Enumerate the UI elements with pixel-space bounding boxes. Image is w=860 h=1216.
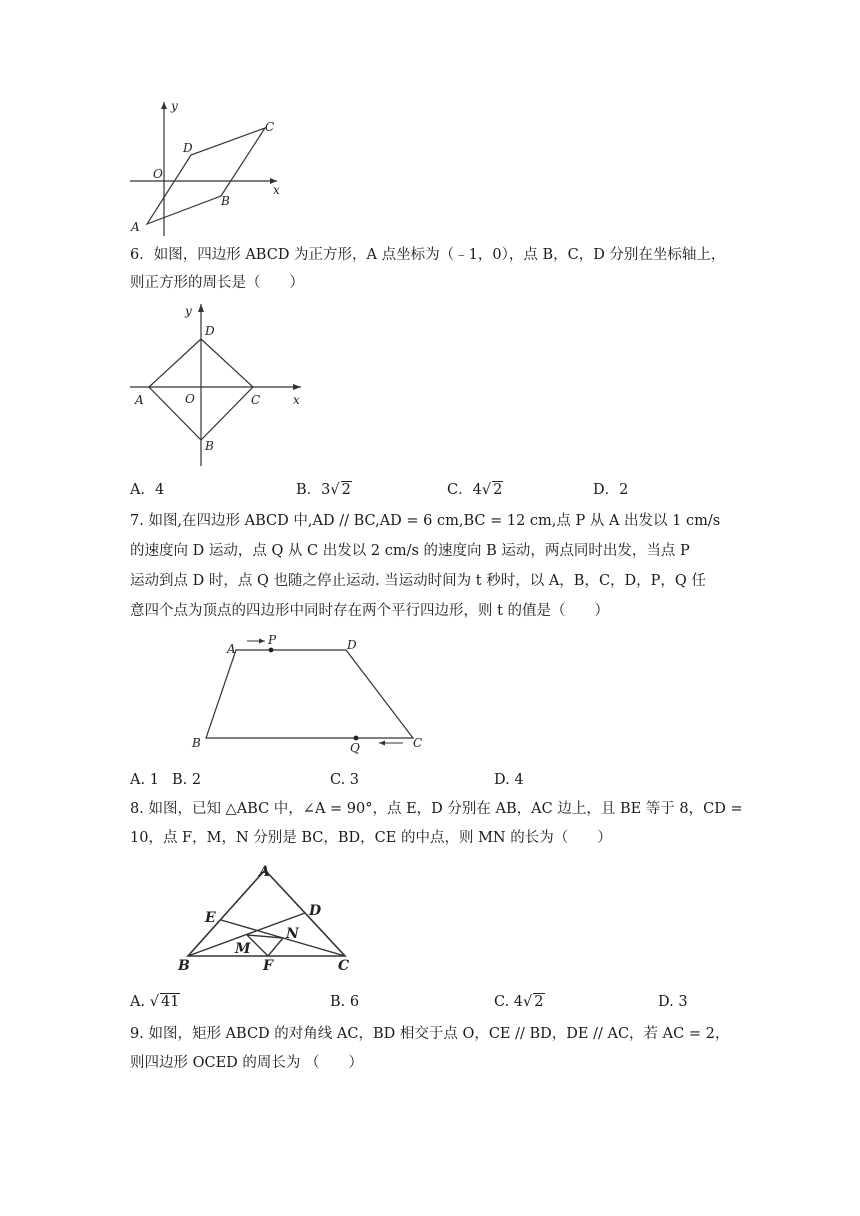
fig3-a-label: A bbox=[227, 642, 236, 656]
fig4-m-label: M bbox=[235, 941, 251, 957]
q6-option-a: A．4 bbox=[130, 482, 165, 498]
fig1-a-label: A bbox=[131, 220, 140, 234]
fig1-x-label: x bbox=[273, 183, 280, 197]
fig2-c-label: C bbox=[251, 393, 261, 407]
figure-square-axes bbox=[125, 300, 310, 470]
q7-line4: 意四个点为顶点的四边形中同时存在两个平行四边形，则 t 的值是（ ） bbox=[130, 603, 610, 619]
q8-line2: 10，点 F，M，N 分别是 BC，BD，CE 的中点，则 MN 的长为（ ） bbox=[130, 830, 612, 846]
fig4-f-label: F bbox=[263, 958, 273, 974]
fig2-y-label: y bbox=[185, 304, 192, 318]
q6-option-b: B．3√ 2 bbox=[296, 482, 351, 498]
q7-option-c: C. 3 bbox=[330, 772, 360, 788]
figure-triangle-midpoints bbox=[175, 858, 365, 980]
fig4-c-label: C bbox=[338, 958, 350, 974]
fig1-d-label: D bbox=[183, 141, 193, 155]
q8-option-d: D. 3 bbox=[658, 994, 688, 1010]
q8-option-c: C. 4√ 2 bbox=[494, 994, 544, 1010]
fig2-x-label: x bbox=[293, 393, 300, 407]
fig4-d-label: D bbox=[309, 903, 322, 919]
fig3-c-label: C bbox=[413, 736, 423, 750]
q7-line3: 运动到点 D 时，点 Q 也随之停止运动. 当运动时间为 t 秒时，以 A，B，C，D，P，Q 任 bbox=[130, 573, 706, 589]
fig4-n-label: N bbox=[286, 926, 299, 942]
fig2-o-label: O bbox=[185, 392, 195, 406]
fig2-b-label: B bbox=[205, 439, 214, 453]
q7-option-d: D. 4 bbox=[494, 772, 524, 788]
q6-line1: 6．如图，四边形 ABCD 为正方形，A 点坐标为（﹣1，0），点 B，C，D 分别在坐标轴上， bbox=[130, 247, 726, 263]
fig1-o-label: O bbox=[153, 167, 163, 181]
q6-line2: 则正方形的周长是（ ） bbox=[130, 275, 304, 291]
fig1-y-label: y bbox=[171, 99, 178, 113]
q8-line1: 8. 如图，已知 △ABC 中，∠A = 90°，点 E，D 分别在 AB，AC 边上，且 BE 等于 8，CD = bbox=[130, 801, 743, 817]
fig4-b-label: B bbox=[178, 958, 190, 974]
q6-option-c: C．4√ 2 bbox=[447, 482, 503, 498]
q9-line1: 9. 如图，矩形 ABCD 的对角线 AC，BD 相交于点 O，CE // BD，DE // AC，若 AC = 2， bbox=[130, 1026, 730, 1042]
q9-line2: 则四边形 OCED 的周长为 （ ） bbox=[130, 1055, 364, 1071]
q6-option-d: D．2 bbox=[593, 482, 629, 498]
fig3-p-label: P bbox=[268, 633, 277, 647]
fig4-a-label: A bbox=[259, 864, 270, 880]
fig3-q-label: Q bbox=[350, 741, 360, 755]
fig1-b-label: B bbox=[221, 194, 230, 208]
q8-option-b: B. 6 bbox=[330, 994, 360, 1010]
q7-option-a: A. 1 bbox=[130, 772, 159, 788]
q7-option-b: B. 2 bbox=[172, 772, 202, 788]
fig3-d-label: D bbox=[347, 638, 357, 652]
fig4-e-label: E bbox=[205, 910, 216, 926]
figure-trapezoid bbox=[185, 630, 440, 755]
figure-parallelogram-axes bbox=[125, 98, 285, 238]
fig2-a-label: A bbox=[135, 393, 144, 407]
fig3-b-label: B bbox=[192, 736, 201, 750]
q7-line1: 7. 如图,在四边形 ABCD 中,AD // BC,AD = 6 cm,BC = 12 cm,点 P 从 A 出发以 1 cm/s bbox=[130, 513, 721, 529]
fig2-d-label: D bbox=[205, 324, 215, 338]
fig1-c-label: C bbox=[265, 120, 275, 134]
q7-line2: 的速度向 D 运动，点 Q 从 C 出发以 2 cm/s 的速度向 B 运动，两点同时出发，当点 P bbox=[130, 543, 690, 559]
q8-option-a: A. √ 41 bbox=[130, 994, 180, 1010]
